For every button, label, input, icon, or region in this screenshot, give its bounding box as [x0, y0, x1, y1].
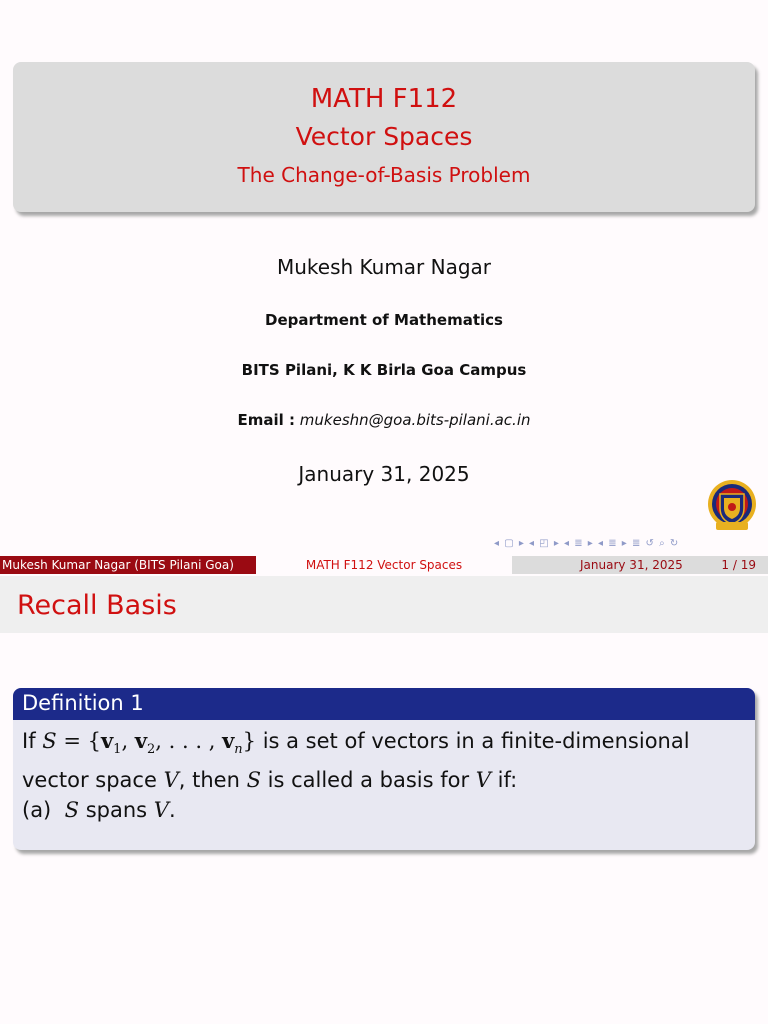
recall-basis-slide	[0, 576, 768, 1024]
footer-page-number: 1 / 19	[721, 558, 756, 572]
footer-right	[512, 556, 768, 574]
definition-header	[13, 688, 755, 720]
subtitle: The Change-of-Basis Problem	[237, 163, 531, 187]
email-line	[0, 411, 768, 429]
definition-line-2: vector space V, then S is called a basis for V if:	[22, 768, 518, 793]
bits-pilani-logo-icon	[706, 478, 758, 534]
footer-title: MATH F112 Vector Spaces	[256, 556, 512, 574]
course-title: MATH F112	[310, 84, 458, 114]
definition-body	[22, 726, 690, 825]
topic-title: Vector Spaces	[295, 122, 473, 151]
footer-date: January 31, 2025	[580, 558, 683, 572]
frame-title-bar	[0, 576, 768, 633]
definition-item-a: (a) S spans V.	[22, 798, 176, 823]
beamer-navigation-icons[interactable]: ◂ ▢ ▸ ◂ ◰ ▸ ◂ ≣ ▸ ◂ ≣ ▸ ≣ ↺ ⌕ ↻	[494, 538, 680, 549]
title-box	[13, 62, 755, 212]
department: Department of Mathematics	[265, 311, 503, 329]
email-label: Email :	[237, 411, 296, 429]
footer-bar	[0, 556, 768, 574]
email-address[interactable]: mukeshn@goa.bits-pilani.ac.in	[299, 411, 531, 429]
definition-block	[13, 688, 755, 850]
presentation-date: January 31, 2025	[298, 462, 470, 486]
frame-title: Recall Basis	[17, 590, 177, 621]
institute: BITS Pilani, K K Birla Goa Campus	[241, 361, 527, 379]
author-name: Mukesh Kumar Nagar	[276, 255, 492, 279]
footer-author: Mukesh Kumar Nagar (BITS Pilani Goa)	[0, 556, 256, 574]
definition-line-1: If $S = \{v_1$, $v_2$, . . . , $v_n$} is a set of vectors in a finite-dimensional	[22, 728, 690, 758]
definition-title: Definition 1	[22, 691, 144, 715]
